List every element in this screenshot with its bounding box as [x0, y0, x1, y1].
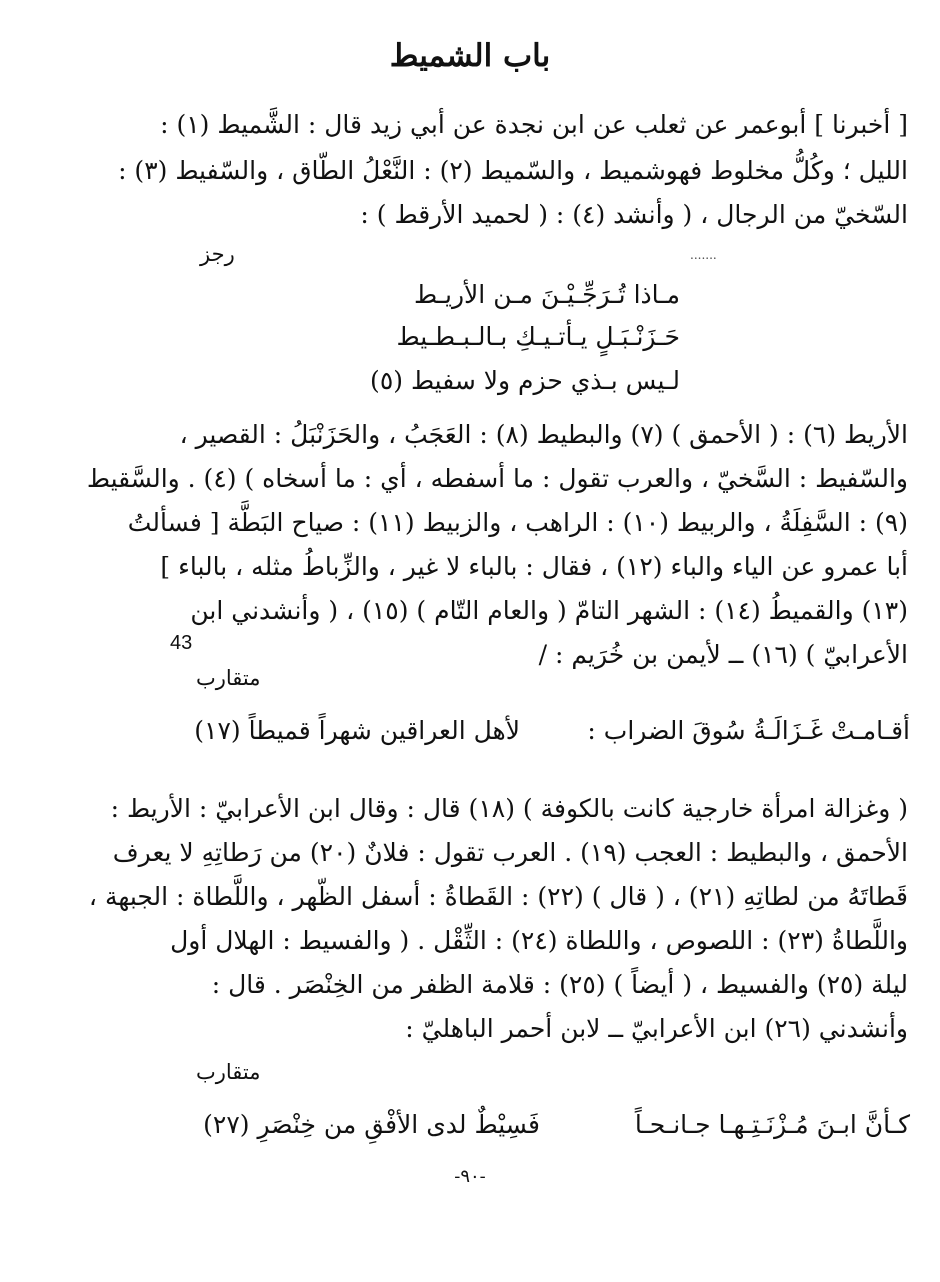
text-line: والسّفيط : السَّخيّ ، والعرب تقول : ما أسفطه ، أي : ما أسخاه ) (٤) . والسَّقيط: [86, 464, 908, 493]
text-line: قَطاتَهُ من لطاتِهِ (٢١) ، ( قال ) (٢٢) : القَطاةُ : أسفل الظّهر ، واللَّطاة : الجبهة ،: [88, 882, 908, 911]
meter-label: متقارب: [196, 1060, 261, 1084]
page-number: -٩٠-: [454, 1166, 486, 1187]
poem-verse: مـاذا تُـرَجِّـيْـنَ مـن الأريـط: [413, 280, 680, 309]
meter-label: متقارب: [196, 666, 261, 690]
verse-first-hemistich: كـأنَّ ابـنَ مُـزْنَـتِـهـا جـانـحـاً: [634, 1110, 910, 1139]
text-line: [ أخبرنا ] أبوعمر عن ثعلب عن ابن نجدة عن أبي زيد قال : الشَّميط (١) :: [160, 110, 908, 139]
text-line: وأنشدني (٢٦) ابن الأعرابيّ ــ لابن أحمر الباهليّ :: [405, 1014, 908, 1043]
text-line: الليل ؛ وكُلُّ مخلوط فهوشميط ، والسّميط (٢) : النَّعْلُ الطّاق ، والسّفيط (٣) :: [118, 156, 908, 185]
verse-first-hemistich: أقـامـتْ غَـزَالَـةُ سُوقَ الضراب :: [587, 716, 910, 745]
text-line: الأحمق ، والبطيط : العجب (١٩) . العرب تقول : فلانٌ (٢٠) من رَطاتِهِ لا يعرف: [112, 838, 908, 867]
text-line: (١٣) والقميطُ (١٤) : الشهر التامّ ( والعام التّام ) (١٥) ، ( وأنشدني ابن: [190, 596, 908, 625]
meter-label: رجز: [200, 242, 235, 266]
chapter-title: باب الشميط: [389, 38, 551, 74]
text-line: ليلة (٢٥) والفسيط ، ( أيضاً ) (٢٥) : قلامة الظفر من الخِنْصَر . قال :: [211, 970, 908, 999]
text-line: ( وغزالة امرأة خارجية كانت بالكوفة ) (١٨) قال : وقال ابن الأعرابيّ : الأريط :: [110, 794, 908, 823]
ink-mark: .......: [690, 248, 717, 262]
text-line: الأريط (٦) : ( الأحمق ) (٧) والبطيط (٨) : العَجَبُ ، والحَزَنْبَلُ : القصير ،: [179, 420, 908, 449]
poem-verse: حَـزَنْـبَـلٍ يـأتـيـكِ بـالـبـطـيط: [396, 322, 680, 351]
text-line: السّخيّ من الرجال ، ( وأنشد (٤) : ( لحميد الأرقط ) :: [360, 200, 908, 229]
verse-second-hemistich: فَسِيْطٌ لدى الأفْقِ من خِنْصَرِ (٢٧): [203, 1110, 540, 1139]
text-line: (٩) : السَّفِلَةُ ، والربيط (١٠) : الراهب ، والزبيط (١١) : صياح البَطَّة [ فسألتُ: [127, 508, 908, 537]
poem-verse: لـيس بـذي حزم ولا سفيط (٥): [370, 366, 680, 395]
text-line: أبا عمرو عن الياء والباء (١٢) ، فقال : بالباء لا غير ، والزِّباطُ مثله ، بالباء ]: [160, 552, 908, 581]
text-line: واللَّطاةُ (٢٣) : اللصوص ، واللطاة (٢٤) : الثِّقْل . ( والفسيط : الهلال أول: [170, 926, 908, 955]
verse-second-hemistich: لأهل العراقين شهراً قميطاً (١٧): [194, 716, 520, 745]
margin-page-number: 43: [170, 632, 193, 654]
text-line: الأعرابيّ ) (١٦) ــ لأيمن بن خُرَيم : /: [538, 640, 908, 669]
